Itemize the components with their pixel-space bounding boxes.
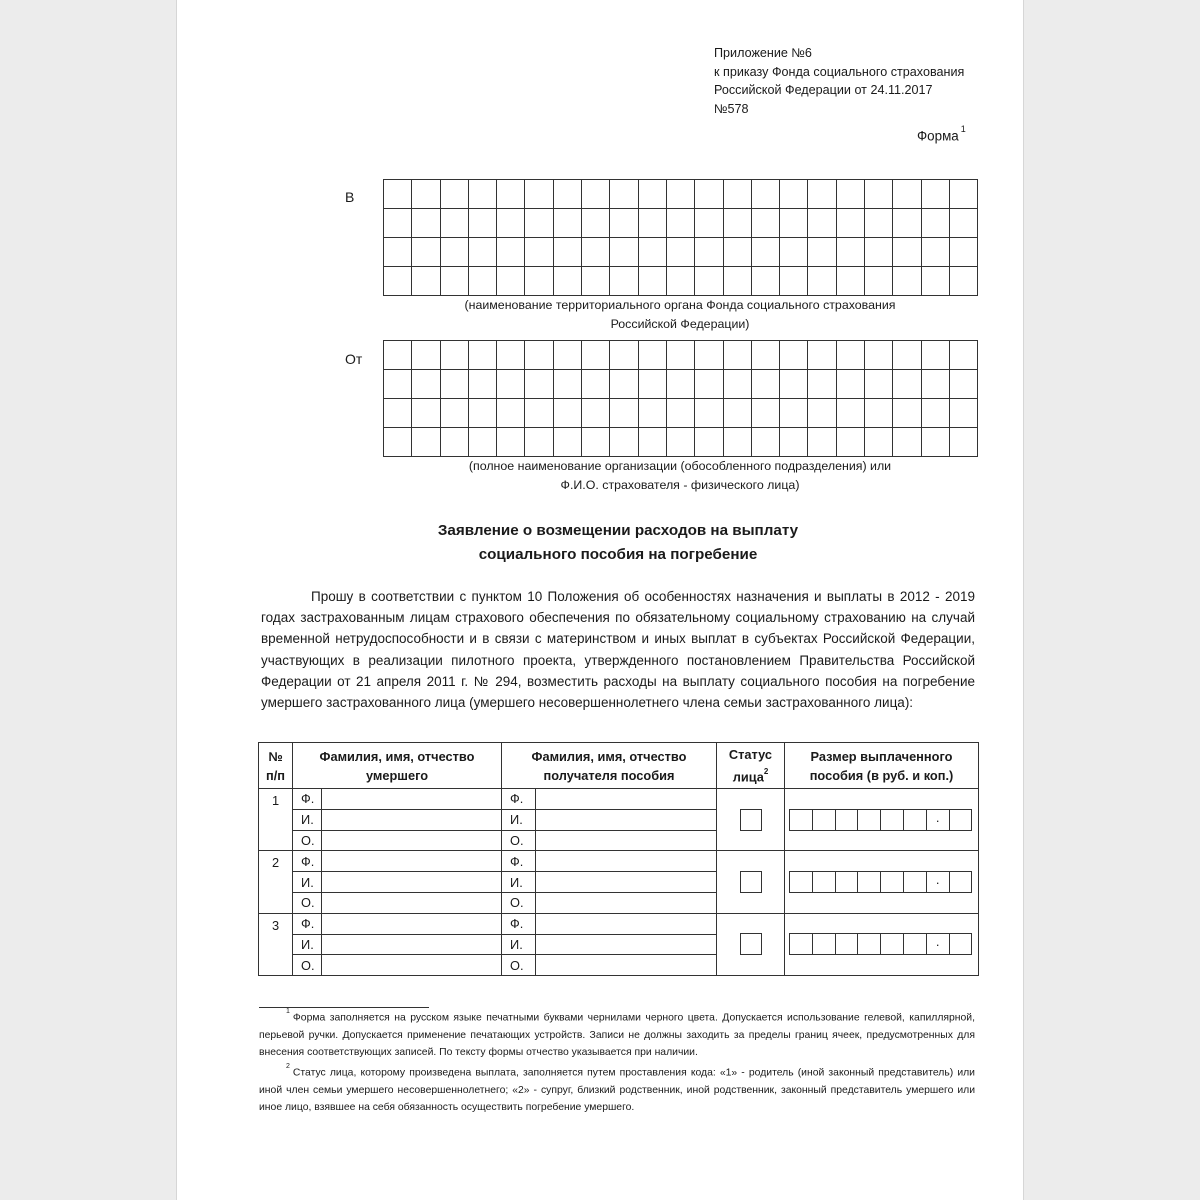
col-header-recipient: [502, 743, 717, 789]
header-text: получателя пособия: [543, 767, 675, 783]
letter-cell[interactable]: [780, 209, 808, 238]
letter-cell[interactable]: [837, 399, 865, 428]
amount-digit-cell[interactable]: [790, 810, 813, 831]
recipient-o-field[interactable]: [536, 892, 717, 913]
amount-digit-cell[interactable]: [858, 934, 881, 955]
letter-cell[interactable]: [780, 267, 808, 296]
letter-cell[interactable]: [922, 209, 950, 238]
letter-cell[interactable]: [497, 341, 525, 370]
header-text: №: [268, 748, 283, 764]
letter-cell[interactable]: [469, 238, 497, 267]
letter-cell[interactable]: [667, 238, 695, 267]
letter-cell[interactable]: [554, 180, 582, 209]
request-paragraph: Прошу в соответствии с пунктом 10 Положения об особенностях назначения и выплаты в 2012 - 2019 годах застрахованным лицам страхового обеспечения по обязательному социальному страхованию на случай временной нетрудоспособности и в связи с материнством и иных выплат в субъектах Российской Федерации, участвующих в реализации пилотного проекта, утвержденного постановлением Правительства Российской Федерации от 21 апреля 2011 г. № 294, возместить расходы на выплату социального пособия на погребение умершего застрахованного лица (умершего несовершеннолетнего члена семьи застрахованного лица):: [261, 589, 975, 711]
letter-cell[interactable]: [384, 428, 412, 457]
letter-cell[interactable]: [950, 209, 978, 238]
letter-cell[interactable]: [469, 209, 497, 238]
amount-digit-cell[interactable]: [881, 934, 904, 955]
status-code-box[interactable]: [740, 809, 762, 831]
header-text: Фамилия, имя, отчество: [319, 748, 475, 764]
letter-cell[interactable]: [808, 399, 836, 428]
status-cell: [717, 851, 785, 913]
amount-digit-cell[interactable]: [813, 810, 836, 831]
letter-cell[interactable]: [808, 370, 836, 399]
letter-cell[interactable]: [893, 180, 921, 209]
document-title: [377, 519, 859, 567]
letter-cell[interactable]: [724, 399, 752, 428]
status-code-box[interactable]: [740, 871, 762, 893]
letter-cell[interactable]: [950, 399, 978, 428]
letter-cell[interactable]: [724, 209, 752, 238]
deceased-f-field[interactable]: [322, 851, 502, 872]
letter-cell[interactable]: [752, 267, 780, 296]
footnote-mark: 1: [286, 1008, 290, 1015]
footnote-mark: 2: [286, 1063, 290, 1071]
amount-digit-cell[interactable]: [881, 810, 904, 831]
amount-digit-cell[interactable]: [790, 934, 813, 955]
letter-cell[interactable]: [441, 180, 469, 209]
footnote-mark: 2: [763, 766, 769, 776]
recipient-o-label: О.: [502, 830, 536, 851]
letter-cell[interactable]: [639, 399, 667, 428]
letter-cell[interactable]: [922, 267, 950, 296]
letter-cell[interactable]: [695, 209, 723, 238]
letter-cell[interactable]: [865, 267, 893, 296]
letter-cell[interactable]: [893, 341, 921, 370]
deceased-i-label: И.: [293, 809, 322, 830]
letter-cell[interactable]: [639, 370, 667, 399]
letter-cell[interactable]: [554, 341, 582, 370]
row-number: 1: [259, 789, 293, 851]
letter-cell[interactable]: [865, 428, 893, 457]
letter-cell[interactable]: [780, 180, 808, 209]
deceased-i-field[interactable]: [322, 934, 502, 955]
letter-cell[interactable]: [497, 267, 525, 296]
letter-cell[interactable]: [752, 370, 780, 399]
letter-cell[interactable]: [525, 428, 553, 457]
letter-cell[interactable]: [950, 180, 978, 209]
letter-cell[interactable]: [639, 341, 667, 370]
letter-cell[interactable]: [865, 399, 893, 428]
letter-cell[interactable]: [695, 267, 723, 296]
recipient-i-label: И.: [502, 934, 536, 955]
deceased-f-label: Ф.: [293, 913, 322, 934]
table-row: [259, 789, 979, 810]
header-text: лица: [732, 769, 764, 785]
letter-cell[interactable]: [610, 180, 638, 209]
letter-cell[interactable]: [667, 370, 695, 399]
amount-digit-cell[interactable]: [950, 810, 973, 831]
letter-cell[interactable]: [582, 370, 610, 399]
deceased-i-label: И.: [293, 872, 322, 893]
letter-cell[interactable]: [639, 238, 667, 267]
amount-digit-cell[interactable]: [858, 810, 881, 831]
letter-cell[interactable]: [780, 399, 808, 428]
letter-cell[interactable]: [497, 428, 525, 457]
footnote-1: [259, 1006, 975, 1061]
col-header-deceased: [293, 743, 502, 789]
amount-digit-cell[interactable]: [950, 934, 973, 955]
letter-cell[interactable]: [808, 341, 836, 370]
letter-cell[interactable]: [922, 370, 950, 399]
deceased-o-field[interactable]: [322, 955, 502, 976]
letter-cell[interactable]: [893, 428, 921, 457]
letter-cell[interactable]: [525, 341, 553, 370]
letter-cell[interactable]: [582, 238, 610, 267]
letter-cell[interactable]: [808, 238, 836, 267]
recipient-f-label: Ф.: [502, 789, 536, 810]
row-number: 2: [259, 851, 293, 913]
letter-cell[interactable]: [667, 399, 695, 428]
deceased-o-label: О.: [293, 892, 322, 913]
amount-digit-cell[interactable]: [904, 810, 927, 831]
letter-cell[interactable]: [412, 267, 440, 296]
letter-cell[interactable]: [780, 428, 808, 457]
footnote-text: Форма заполняется на русском языке печатными буквами чернилами черного цвета. Допускается использование гелевой, капиллярной, перьевой ручки. Допускается применение печатающих устройств. Записи не должны заходить за пределы границ ячеек, предусмотренных для внесения соответствующих записей. По тексту формы отчество указывается при наличии.: [259, 1012, 975, 1058]
letter-cell[interactable]: [469, 370, 497, 399]
letter-cell[interactable]: [950, 267, 978, 296]
letter-cell[interactable]: [610, 399, 638, 428]
amount-digit-cell[interactable]: [813, 934, 836, 955]
amount-digit-cell[interactable]: [836, 872, 859, 893]
form-label: [917, 124, 966, 144]
title-line: социального пособия на погребение: [478, 546, 758, 563]
recipient-i-label: И.: [502, 872, 536, 893]
footnote-text: Статус лица, которому произведена выплата, заполняется путем проставления кода: «1» - родитель (иной законный представитель) или иной член семьи умершего несовершеннолетнего; «2» - супруг, близкий родственник, иной родственник, законный представитель умершего или иное лицо, взявшее на себя обязанность осуществить погребение умершего.: [259, 1067, 975, 1113]
deceased-o-field[interactable]: [322, 830, 502, 851]
letter-cell[interactable]: [837, 267, 865, 296]
letter-cell[interactable]: [667, 180, 695, 209]
letter-cell[interactable]: [950, 370, 978, 399]
letter-cell[interactable]: [469, 180, 497, 209]
letter-cell[interactable]: [752, 180, 780, 209]
letter-cell[interactable]: [441, 428, 469, 457]
letter-cell[interactable]: [554, 209, 582, 238]
recipient-f-field[interactable]: [536, 851, 717, 872]
letter-cell[interactable]: [922, 341, 950, 370]
caption-line: Ф.И.О. страхователя - физического лица): [560, 478, 800, 492]
letter-cell[interactable]: [780, 238, 808, 267]
letter-cell[interactable]: [610, 370, 638, 399]
deceased-o-label: О.: [293, 955, 322, 976]
letter-cell[interactable]: [610, 209, 638, 238]
recipient-o-field[interactable]: [536, 955, 717, 976]
header-text: Размер выплаченного: [810, 748, 953, 764]
letter-cell[interactable]: [582, 399, 610, 428]
amount-input-boxes[interactable]: [789, 871, 972, 893]
letter-cell[interactable]: [469, 267, 497, 296]
letter-cell[interactable]: [497, 399, 525, 428]
footnote-mark: 1: [960, 124, 966, 134]
letter-cell[interactable]: [441, 341, 469, 370]
col-header-status: [717, 743, 785, 789]
letter-cell[interactable]: [525, 370, 553, 399]
letter-cell[interactable]: [752, 209, 780, 238]
letter-cell[interactable]: [610, 341, 638, 370]
letter-cell[interactable]: [837, 428, 865, 457]
letter-cell[interactable]: [497, 370, 525, 399]
letter-cell[interactable]: [922, 399, 950, 428]
letter-cell[interactable]: [865, 370, 893, 399]
amount-input-boxes[interactable]: [789, 933, 972, 955]
letter-cell[interactable]: [639, 428, 667, 457]
header-text: умершего: [365, 767, 429, 783]
decimal-separator: .: [927, 872, 950, 893]
recipient-o-label: О.: [502, 892, 536, 913]
letter-cell[interactable]: [752, 341, 780, 370]
amount-digit-cell[interactable]: [790, 872, 813, 893]
form-label-text: Форма: [917, 128, 959, 144]
recipient-i-field[interactable]: [536, 809, 717, 830]
letter-cell[interactable]: [695, 341, 723, 370]
letter-cell[interactable]: [554, 399, 582, 428]
letter-cell[interactable]: [724, 428, 752, 457]
letter-cell[interactable]: [525, 238, 553, 267]
header-line: Приложение №6: [714, 46, 812, 60]
letter-cell[interactable]: [752, 238, 780, 267]
letter-cell[interactable]: [667, 341, 695, 370]
col-header-num: [259, 743, 293, 789]
letter-cell[interactable]: [724, 267, 752, 296]
status-cell: [717, 913, 785, 975]
header-line: к приказу Фонда социального страхования: [714, 64, 965, 79]
table-row: [259, 851, 979, 872]
decimal-separator: .: [927, 810, 950, 831]
letter-cell[interactable]: [667, 209, 695, 238]
letter-cell[interactable]: [950, 341, 978, 370]
deceased-i-label: И.: [293, 934, 322, 955]
letter-cell[interactable]: [412, 399, 440, 428]
letter-cell[interactable]: [554, 267, 582, 296]
header-text: Фамилия, имя, отчество: [531, 748, 687, 764]
deceased-f-field[interactable]: [322, 913, 502, 934]
claim-table: [258, 742, 979, 976]
deceased-f-field[interactable]: [322, 789, 502, 810]
recipient-f-field[interactable]: [536, 913, 717, 934]
header-text: п/п: [265, 767, 285, 783]
letter-cell[interactable]: [695, 180, 723, 209]
letter-cell[interactable]: [441, 370, 469, 399]
letter-cell[interactable]: [412, 341, 440, 370]
letter-cell[interactable]: [724, 238, 752, 267]
letter-cell[interactable]: [922, 238, 950, 267]
letter-cell[interactable]: [808, 267, 836, 296]
amount-digit-cell[interactable]: [881, 872, 904, 893]
deceased-f-label: Ф.: [293, 851, 322, 872]
letter-cell[interactable]: [893, 209, 921, 238]
letter-cell[interactable]: [695, 399, 723, 428]
recipient-f-label: Ф.: [502, 851, 536, 872]
amount-input-boxes[interactable]: [789, 809, 972, 831]
letter-cell[interactable]: [554, 238, 582, 267]
letter-cell[interactable]: [865, 341, 893, 370]
recipient-f-field[interactable]: [536, 789, 717, 810]
letter-cell[interactable]: [469, 341, 497, 370]
letter-cell[interactable]: [554, 370, 582, 399]
recipient-o-field[interactable]: [536, 830, 717, 851]
letter-cell[interactable]: [639, 209, 667, 238]
document-page: [177, 0, 1023, 1200]
letter-cell[interactable]: [837, 370, 865, 399]
letter-cell[interactable]: [695, 370, 723, 399]
deceased-f-label: Ф.: [293, 789, 322, 810]
title-line: Заявление о возмещении расходов на выплату: [437, 522, 799, 539]
letter-cell[interactable]: [412, 428, 440, 457]
letter-cell[interactable]: [412, 238, 440, 267]
letter-cell[interactable]: [582, 341, 610, 370]
recipient-o-label: О.: [502, 955, 536, 976]
letter-cell[interactable]: [865, 209, 893, 238]
footnote-2: [259, 1061, 975, 1116]
deceased-i-field[interactable]: [322, 809, 502, 830]
recipient-i-field[interactable]: [536, 934, 717, 955]
letter-cell[interactable]: [837, 238, 865, 267]
letter-cell[interactable]: [610, 267, 638, 296]
letter-cell[interactable]: [441, 209, 469, 238]
letter-cell[interactable]: [893, 399, 921, 428]
letter-cell[interactable]: [384, 267, 412, 296]
recipient-f-label: Ф.: [502, 913, 536, 934]
letter-cell[interactable]: [893, 238, 921, 267]
amount-digit-cell[interactable]: [813, 872, 836, 893]
letter-cell[interactable]: [469, 428, 497, 457]
status-cell: [717, 789, 785, 851]
letter-cell[interactable]: [582, 209, 610, 238]
letter-cell[interactable]: [893, 267, 921, 296]
amount-digit-cell[interactable]: [950, 872, 973, 893]
letter-cell[interactable]: [780, 341, 808, 370]
letter-cell[interactable]: [837, 341, 865, 370]
row-number: 3: [259, 913, 293, 975]
amount-cell: [785, 851, 979, 913]
letter-cell[interactable]: [582, 428, 610, 457]
letter-cell[interactable]: [922, 180, 950, 209]
amount-cell: [785, 913, 979, 975]
letter-cell[interactable]: [865, 180, 893, 209]
letter-cell[interactable]: [412, 180, 440, 209]
letter-cell[interactable]: [695, 428, 723, 457]
appendix-header: [714, 44, 964, 118]
letter-cell[interactable]: [441, 399, 469, 428]
footnotes: [259, 1006, 975, 1116]
amount-digit-cell[interactable]: [836, 810, 859, 831]
letter-cell[interactable]: [384, 209, 412, 238]
sender-prefix: От: [345, 351, 363, 367]
letter-cell[interactable]: [582, 267, 610, 296]
letter-cell[interactable]: [695, 238, 723, 267]
recipient-i-field[interactable]: [536, 872, 717, 893]
letter-cell[interactable]: [837, 209, 865, 238]
letter-cell[interactable]: [525, 267, 553, 296]
letter-cell[interactable]: [610, 428, 638, 457]
letter-cell[interactable]: [950, 428, 978, 457]
header-text: Статус: [728, 746, 773, 762]
letter-cell[interactable]: [724, 370, 752, 399]
letter-cell[interactable]: [525, 180, 553, 209]
letter-cell[interactable]: [808, 428, 836, 457]
recipient-caption: [383, 296, 977, 334]
recipient-cell-grid[interactable]: [383, 179, 978, 296]
letter-cell[interactable]: [384, 399, 412, 428]
letter-cell[interactable]: [950, 238, 978, 267]
caption-line: (наименование территориального органа Фонда социального страхования: [464, 298, 896, 312]
header-line: Российской Федерации от 24.11.2017: [714, 83, 933, 98]
letter-cell[interactable]: [639, 180, 667, 209]
sender-caption: [383, 457, 977, 495]
caption-line: Российской Федерации): [610, 317, 750, 331]
deceased-o-field[interactable]: [322, 892, 502, 913]
letter-cell[interactable]: [582, 180, 610, 209]
letter-cell[interactable]: [525, 399, 553, 428]
deceased-i-field[interactable]: [322, 872, 502, 893]
letter-cell[interactable]: [724, 180, 752, 209]
letter-cell[interactable]: [384, 341, 412, 370]
letter-cell[interactable]: [497, 209, 525, 238]
letter-cell[interactable]: [610, 238, 638, 267]
letter-cell[interactable]: [412, 370, 440, 399]
status-code-box[interactable]: [740, 933, 762, 955]
letter-cell[interactable]: [667, 428, 695, 457]
sender-cell-grid[interactable]: [383, 340, 978, 457]
letter-cell[interactable]: [384, 238, 412, 267]
amount-digit-cell[interactable]: [904, 872, 927, 893]
letter-cell[interactable]: [384, 370, 412, 399]
recipient-prefix: В: [345, 189, 355, 205]
letter-cell[interactable]: [837, 180, 865, 209]
letter-cell[interactable]: [922, 428, 950, 457]
letter-cell[interactable]: [525, 209, 553, 238]
letter-cell[interactable]: [441, 238, 469, 267]
header-line: №578: [714, 101, 749, 116]
table-header-row: [259, 743, 979, 789]
recipient-i-label: И.: [502, 809, 536, 830]
table-row: [259, 913, 979, 934]
amount-digit-cell[interactable]: [904, 934, 927, 955]
letter-cell[interactable]: [808, 180, 836, 209]
letter-cell[interactable]: [752, 428, 780, 457]
letter-cell[interactable]: [780, 370, 808, 399]
letter-cell[interactable]: [724, 341, 752, 370]
letter-cell[interactable]: [554, 428, 582, 457]
letter-cell[interactable]: [384, 180, 412, 209]
caption-line: (полное наименование организации (обособленного подразделения) или: [468, 459, 892, 473]
letter-cell[interactable]: [497, 180, 525, 209]
letter-cell[interactable]: [639, 267, 667, 296]
col-header-amount: [785, 743, 979, 789]
deceased-o-label: О.: [293, 830, 322, 851]
header-text: пособия (в руб. и коп.): [809, 767, 954, 783]
amount-cell: [785, 789, 979, 851]
letter-cell[interactable]: [667, 267, 695, 296]
letter-cell[interactable]: [865, 238, 893, 267]
letter-cell[interactable]: [497, 238, 525, 267]
letter-cell[interactable]: [469, 399, 497, 428]
letter-cell[interactable]: [752, 399, 780, 428]
letter-cell[interactable]: [441, 267, 469, 296]
letter-cell[interactable]: [893, 370, 921, 399]
letter-cell[interactable]: [808, 209, 836, 238]
amount-digit-cell[interactable]: [836, 934, 859, 955]
amount-digit-cell[interactable]: [858, 872, 881, 893]
decimal-separator: .: [927, 934, 950, 955]
letter-cell[interactable]: [412, 209, 440, 238]
